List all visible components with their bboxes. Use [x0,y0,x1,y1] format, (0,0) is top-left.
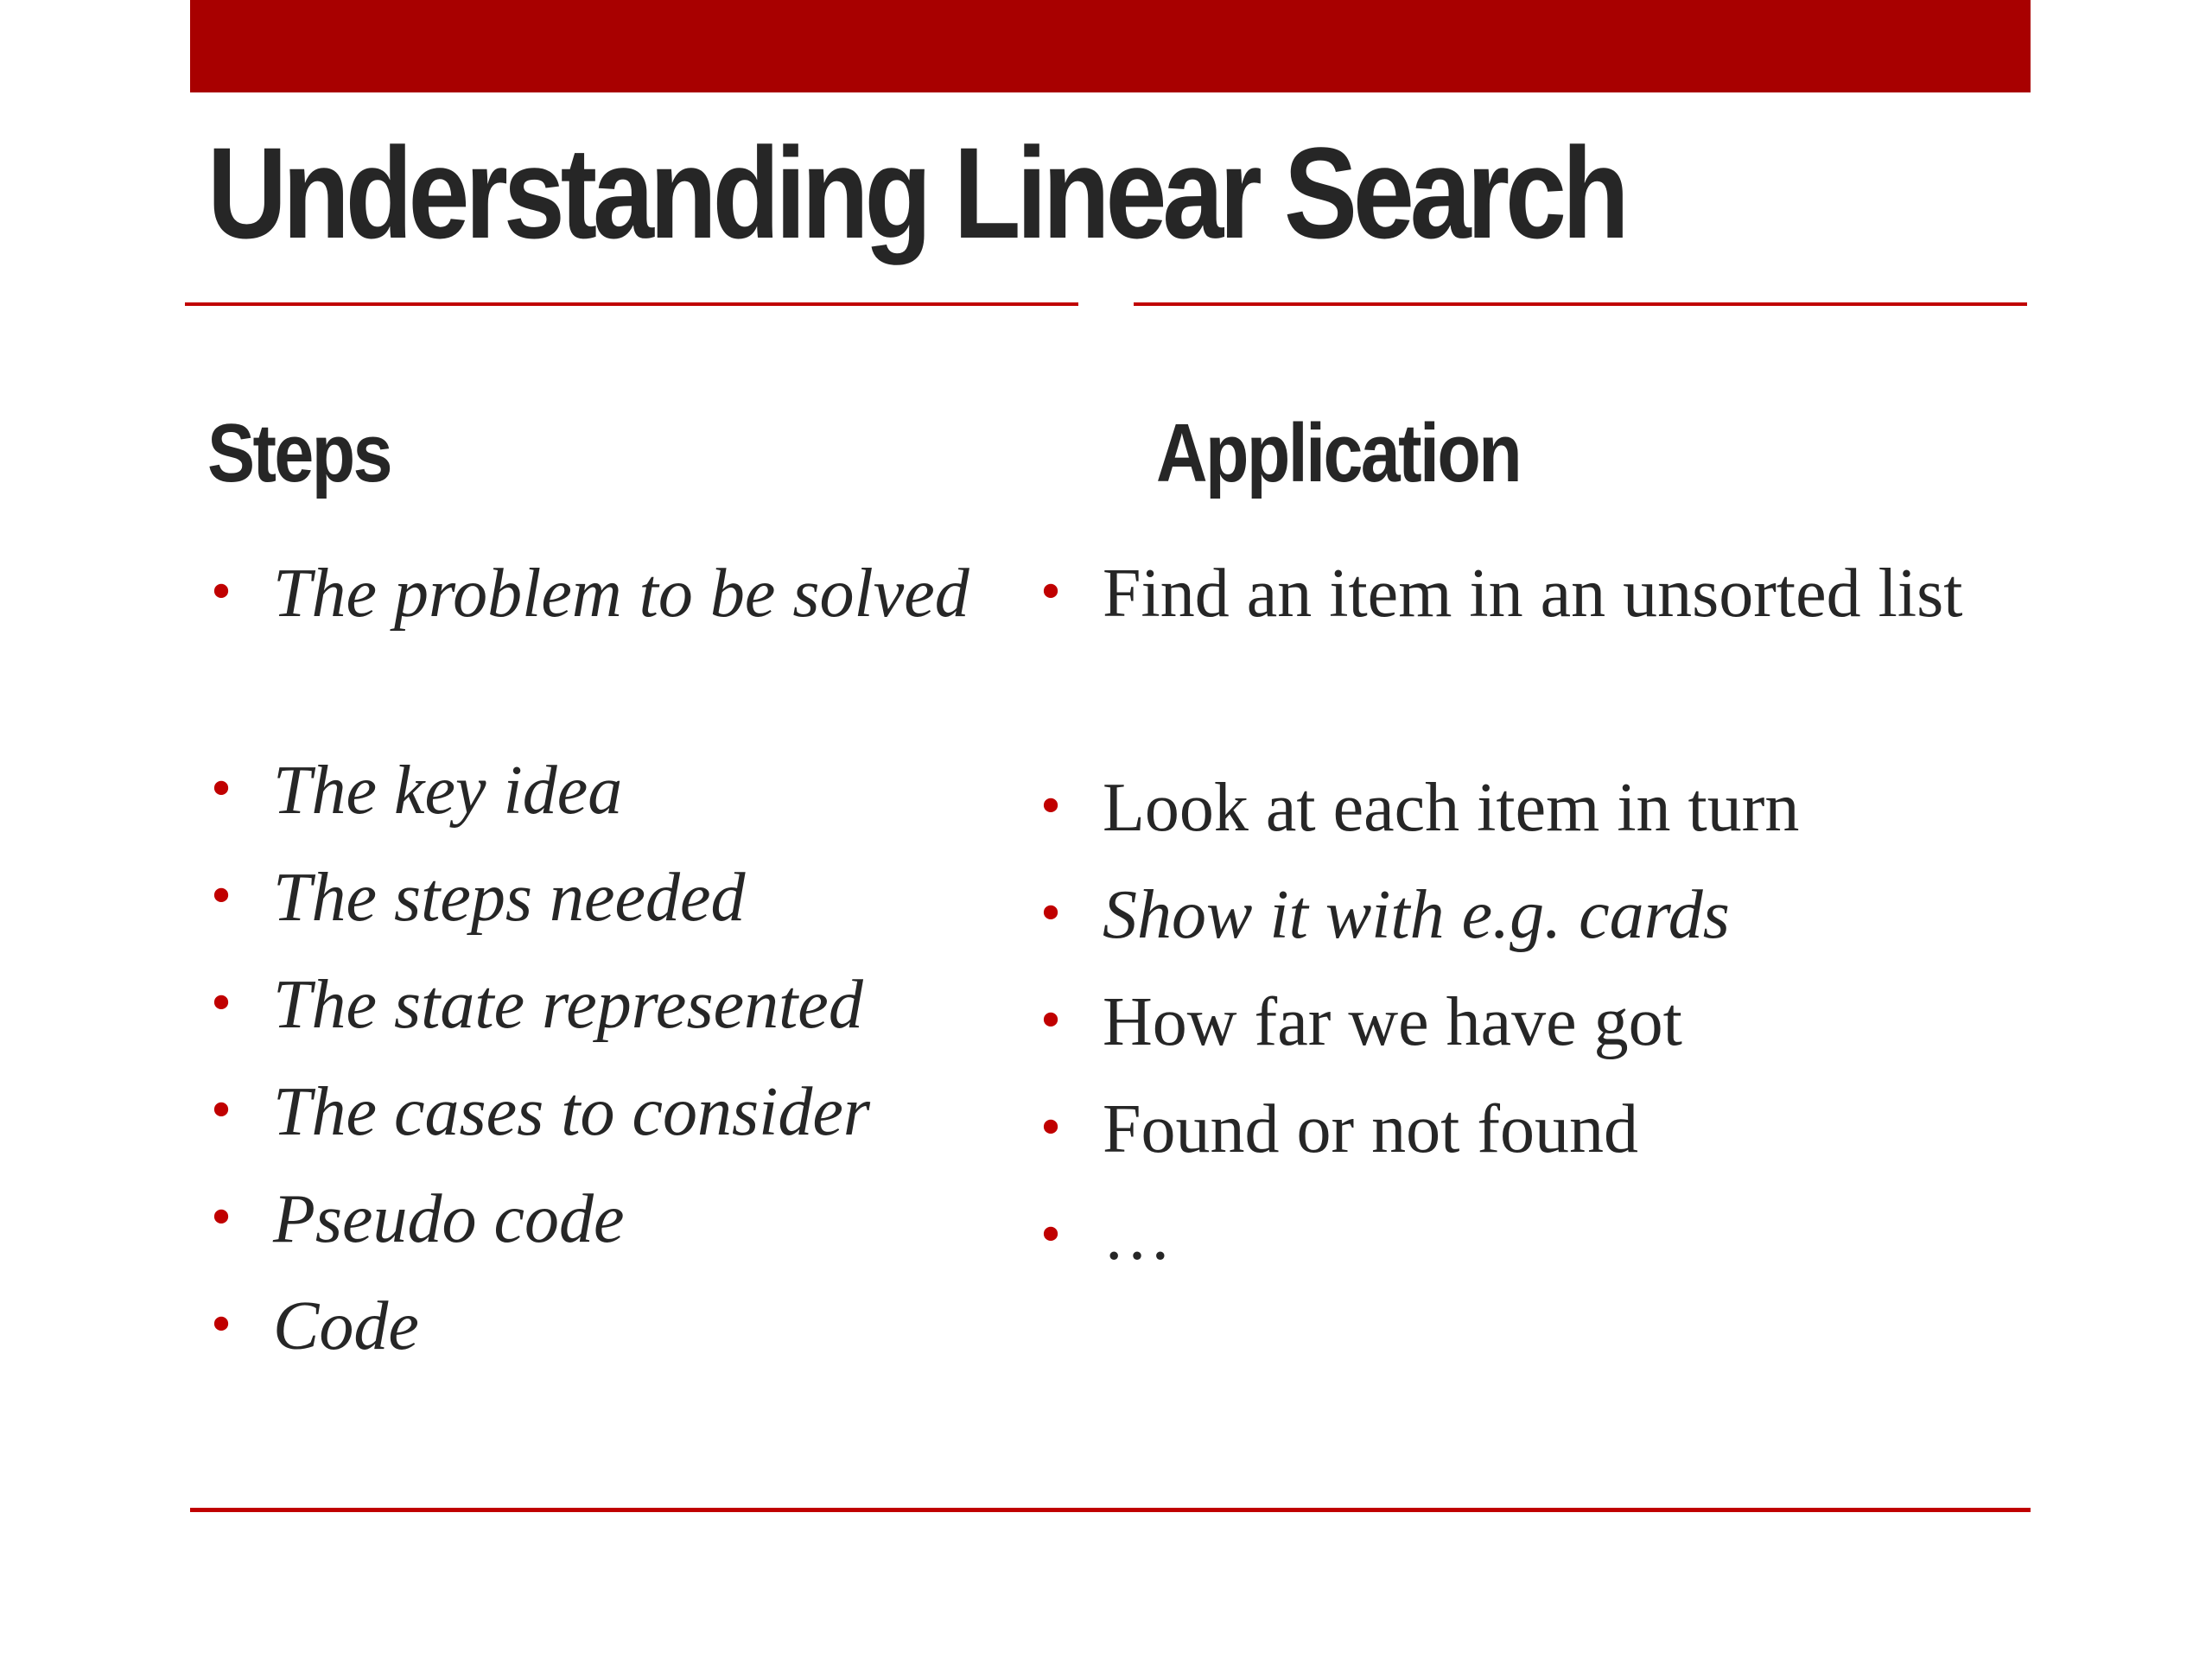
list-item-text: Find an item in an unsorted list [1103,556,1963,632]
bullet-icon: • [207,869,236,925]
list-item [204,853,1016,943]
steps-heading: Steps [207,407,391,499]
list-item-text: How far we have got [1103,984,1682,1060]
list-item-text: Pseudo code [273,1181,625,1257]
list-item [204,1174,1016,1264]
list-item-text: Code [273,1288,419,1364]
list-item [1033,763,1799,853]
list-item-text: The steps needed [273,860,746,936]
list-item-text: The problem to be solved [273,556,969,632]
list-item-text: Show it with e.g. cards [1103,877,1730,953]
list-item-text: Look at each item in turn [1103,770,1800,846]
bullet-icon: • [1036,994,1065,1050]
bullet-icon: • [207,565,236,621]
list-item [204,746,1016,836]
slide-title: Understanding Linear Search [207,120,1625,265]
bullet-icon: • [207,1191,236,1247]
list-item [204,1281,1016,1371]
list-item [1033,1084,1638,1174]
bullet-icon: • [207,1084,236,1140]
list-item [204,1067,1016,1157]
list-item [1033,1192,1172,1281]
list-item [204,960,1016,1050]
bullet-icon: • [1036,1101,1065,1157]
right-column-rule [1134,302,2027,306]
bullet-icon: • [207,762,236,818]
list-item-text: The state represented [273,967,863,1043]
left-column-rule [185,302,1078,306]
title-accent-bar [190,0,2031,92]
footer-rule [190,1508,2031,1512]
bullet-icon: • [1036,779,1065,836]
bullet-icon: • [1036,887,1065,943]
bullet-icon: • [1036,1208,1065,1264]
list-item-text: The key idea [273,753,623,829]
list-item [1033,549,1962,639]
list-item [1033,870,1730,960]
bullet-icon: • [1036,565,1065,621]
bullet-icon: • [207,976,236,1033]
bullet-icon: • [207,1298,236,1354]
list-item-text: … [1103,1198,1172,1274]
application-heading: Application [1156,407,1521,499]
list-item-text: Found or not found [1103,1091,1638,1167]
list-item [1033,977,1682,1067]
list-item [204,549,1016,639]
list-item-text: The cases to consider [273,1074,871,1150]
